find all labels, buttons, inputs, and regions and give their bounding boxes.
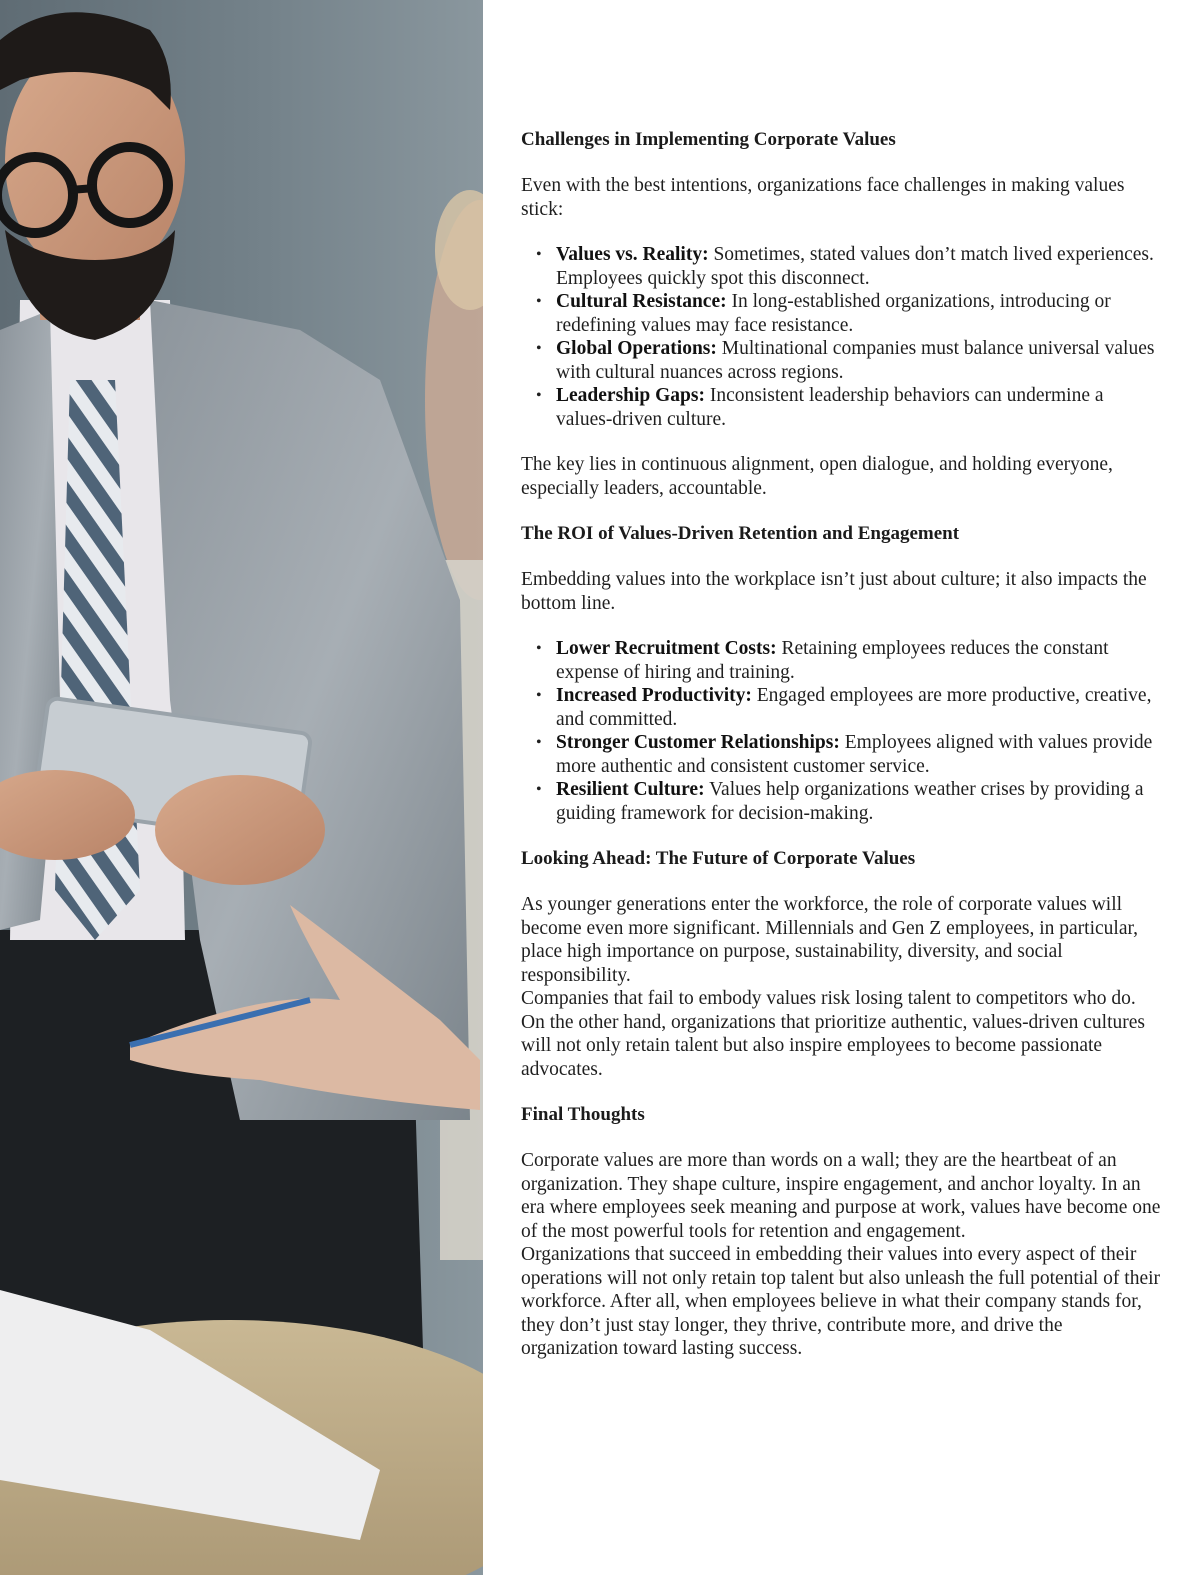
section-intro: Embedding values into the workplace isn’t just about culture; it also impacts the bottom line.: [521, 569, 1147, 614]
roi-list: [521, 637, 1161, 825]
section-heading-future: Looking Ahead: The Future of Corporate Values: [521, 848, 916, 869]
paragraph: As younger generations enter the workforce, the role of corporate values will become even more significant. Millennials and Gen Z employees, in particular, place high importance on purpose, sustainability, diversity, and social responsibility.: [521, 894, 1139, 986]
list-item-term: Global Operations:: [556, 338, 717, 359]
paragraph: Companies that fail to embody values risk losing talent to competitors who do. On the other hand, organizations that prioritize authentic, values-driven cultures will not only retain talent but also inspire employees to become passionate advocates.: [521, 988, 1145, 1080]
list-item-term: Lower Recruitment Costs:: [556, 638, 777, 659]
list-item-text: In long-established organizations, introducing or redefining values may face resistance.: [556, 291, 1111, 336]
challenges-list: [521, 243, 1161, 431]
list-item-text: Sometimes, stated values don’t match lived experiences. Employees quickly spot this disconnect.: [556, 244, 1154, 289]
section-outro: The key lies in continuous alignment, open dialogue, and holding everyone, especially leaders, accountable.: [521, 454, 1113, 499]
list-item: [556, 290, 1161, 337]
list-item-text: Employees aligned with values provide more authentic and consistent customer service.: [556, 732, 1153, 777]
list-item: [556, 337, 1161, 384]
list-item: [556, 384, 1161, 431]
list-item-term: Cultural Resistance:: [556, 291, 727, 312]
list-item-text: Engaged employees are more productive, creative, and committed.: [556, 685, 1152, 730]
section-heading-challenges: Challenges in Implementing Corporate Values: [521, 129, 896, 150]
list-item-term: Leadership Gaps:: [556, 385, 705, 406]
list-item-term: Values vs. Reality:: [556, 244, 709, 265]
list-item: [556, 637, 1161, 684]
list-item: [556, 243, 1161, 290]
list-item-text: Inconsistent leadership behaviors can undermine a values-driven culture.: [556, 385, 1104, 430]
section-heading-final-thoughts: Final Thoughts: [521, 1104, 645, 1125]
list-item-text: Values help organizations weather crises by providing a guiding framework for decision-making.: [556, 779, 1144, 824]
list-item: [556, 684, 1161, 731]
article-column: [521, 128, 1161, 1383]
list-item-term: Resilient Culture:: [556, 779, 705, 800]
list-item: [556, 778, 1161, 825]
list-item: [556, 731, 1161, 778]
paragraph: Corporate values are more than words on a wall; they are the heartbeat of an organization. They shape culture, inspire engagement, and anchor loyalty. In an era where employees seek meaning and purpose at work, values have become one of the most powerful tools for retention and engagement.: [521, 1150, 1161, 1242]
section-heading-roi: The ROI of Values-Driven Retention and Engagement: [521, 523, 960, 544]
list-item-text: Multinational companies must balance universal values with cultural nuances across regions.: [556, 338, 1155, 383]
businessman-photo: [0, 0, 483, 1575]
list-item-term: Increased Productivity:: [556, 685, 752, 706]
paragraph: Organizations that succeed in embedding their values into every aspect of their operations will not only retain top talent but also unleash the full potential of their workforce. After all, when employees believe in what their company stands for, they don’t just stay longer, they thrive, contribute more, and drive the organization toward lasting success.: [521, 1244, 1161, 1359]
section-intro: Even with the best intentions, organizations face challenges in making values stick:: [521, 175, 1125, 220]
list-item-term: Stronger Customer Relationships:: [556, 732, 840, 753]
list-item-text: Retaining employees reduces the constant expense of hiring and training.: [556, 638, 1109, 683]
